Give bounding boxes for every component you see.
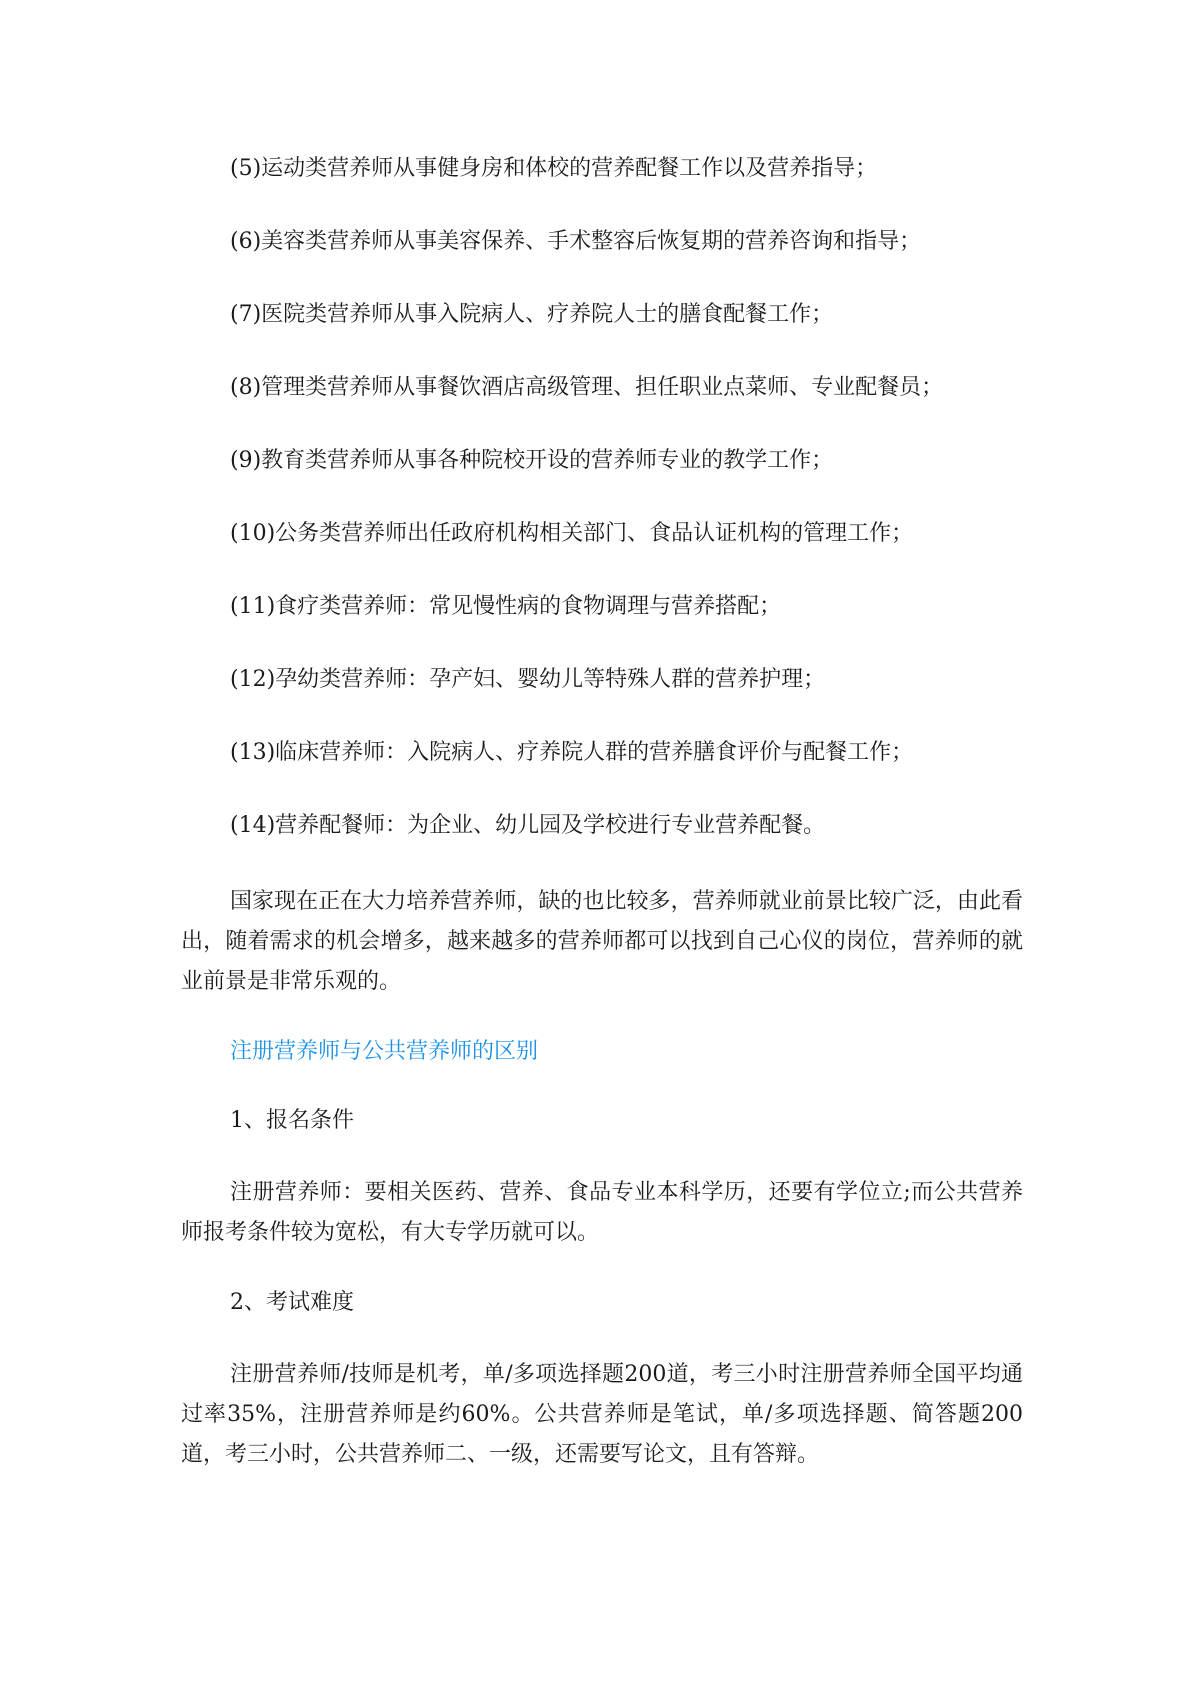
list-item-11: (11)食疗类营养师：常见慢性病的食物调理与营养搭配； <box>230 594 782 619</box>
list-item-14: (14)营养配餐师：为企业、幼儿园及学校进行专业营养配餐。 <box>230 813 826 838</box>
subsection-heading-exam-difficulty: 2、考试难度 <box>230 1290 354 1315</box>
list-item-8: (8)管理类营养师从事餐饮酒店高级管理、担任职业点菜师、专业配餐员； <box>230 375 944 400</box>
document-content <box>181 152 1023 1508</box>
list-item-7: (7)医院类营养师从事入院病人、疗养院人士的膳食配餐工作； <box>230 302 834 327</box>
list-item-5: (5)运动类营养师从事健身房和体校的营养配餐工作以及营养指导； <box>230 156 878 181</box>
subsection-body-registration: 注册营养师：要相关医药、营养、食品专业本科学历，还要有学位立;而公共营养师报考条件较为宽松，有大专学历就可以。 <box>181 1180 1023 1245</box>
subsection-heading-registration: 1、报名条件 <box>230 1108 354 1133</box>
list-item-6: (6)美容类营养师从事美容保养、手术整容后恢复期的营养咨询和指导； <box>230 229 922 254</box>
list-item-12: (12)孕幼类营养师：孕产妇、婴幼儿等特殊人群的营养护理； <box>230 667 826 692</box>
subsection-body-exam-difficulty: 注册营养师/技师是机考，单/多项选择题200道，考三小时注册营养师全国平均通过率35%，注册营养师是约60%。公共营养师是笔试，单/多项选择题、简答题200道，考三小时，公共营养师二、一级，还需要写论文，且有答辩。 <box>181 1362 1023 1467</box>
list-item-9: (9)教育类营养师从事各种院校开设的营养师专业的教学工作； <box>230 448 834 473</box>
list-item-13: (13)临床营养师：入院病人、疗养院人群的营养膳食评价与配餐工作； <box>230 740 914 765</box>
summary-paragraph: 国家现在正在大力培养营养师，缺的也比较多，营养师就业前景比较广泛，由此看出，随着需求的机会增多，越来越多的营养师都可以找到自己心仪的岗位，营养师的就业前景是非常乐观的。 <box>181 889 1023 994</box>
section-title-link[interactable]: 注册营养师与公共营养师的区别 <box>230 1039 539 1064</box>
list-item-10: (10)公务类营养师出任政府机构相关部门、食品认证机构的管理工作； <box>230 521 914 546</box>
